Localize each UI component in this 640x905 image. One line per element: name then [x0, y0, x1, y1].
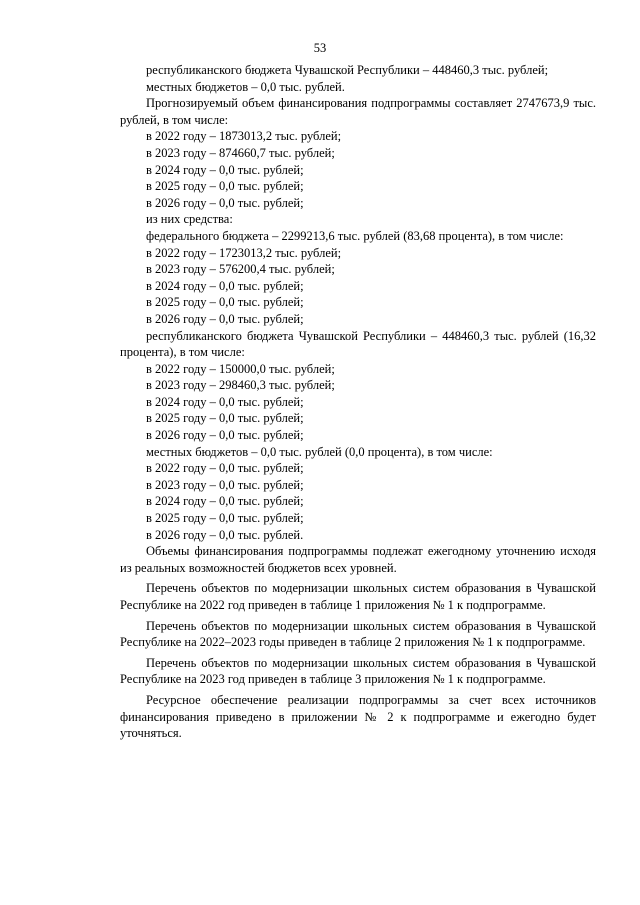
paragraph: в 2023 году – 0,0 тыс. рублей;	[146, 477, 304, 492]
paragraph: местных бюджетов – 0,0 тыс. рублей.	[146, 79, 345, 94]
paragraph: Перечень объектов по модернизации школьных систем образования в Чувашской Республике на 2023 год приведен в таблице 3 приложения № 1 к подпрограмме.	[120, 655, 596, 687]
paragraph: в 2026 году – 0,0 тыс. рублей;	[146, 195, 304, 210]
paragraph: местных бюджетов – 0,0 тыс. рублей (0,0 процента), в том числе:	[146, 444, 493, 459]
paragraph: в 2023 году – 298460,3 тыс. рублей;	[146, 378, 335, 393]
paragraph: Ресурсное обеспечение реализации подпрограммы за счет всех источников финансирования приведено в приложении № 2 к подпрограмме и ежегодно будет уточняться.	[120, 692, 596, 741]
paragraph: в 2024 году – 0,0 тыс. рублей;	[146, 162, 304, 177]
page-number: 53	[313, 41, 327, 55]
paragraph: в 2024 году – 0,0 тыс. рублей;	[146, 278, 304, 293]
paragraph: в 2025 году – 0,0 тыс. рублей;	[146, 511, 304, 526]
paragraph: в 2026 году – 0,0 тыс. рублей;	[146, 428, 304, 443]
paragraph: Перечень объектов по модернизации школьных систем образования в Чувашской Республике на 2022–2023 годы приведен в таблице 2 приложения № 1 к подпрограмме.	[120, 618, 596, 650]
paragraph: республиканского бюджета Чувашской Республики – 448460,3 тыс. рублей (16,32 процента), в том числе:	[120, 328, 596, 360]
paragraph: в 2023 году – 576200,4 тыс. рублей;	[146, 262, 335, 277]
paragraph: в 2022 году – 1873013,2 тыс. рублей;	[146, 129, 342, 144]
paragraph: Прогнозируемый объем финансирования подпрограммы составляет 2747673,9 тыс. рублей, в том числе:	[120, 96, 596, 127]
paragraph: в 2023 году – 874660,7 тыс. рублей;	[146, 145, 335, 160]
paragraph: в 2022 году – 0,0 тыс. рублей;	[146, 461, 304, 476]
paragraph: Объемы финансирования подпрограммы подлежат ежегодному уточнению исходя из реальных возможностей бюджетов всех уровней.	[120, 544, 596, 575]
paragraph: в 2026 году – 0,0 тыс. рублей.	[146, 527, 304, 542]
paragraph: в 2025 году – 0,0 тыс. рублей;	[146, 295, 304, 310]
paragraph: в 2022 году – 150000,0 тыс. рублей;	[146, 361, 335, 376]
paragraph: республиканского бюджета Чувашской Республики – 448460,3 тыс. рублей;	[146, 63, 549, 77]
document-body	[120, 62, 596, 742]
paragraph: в 2026 году – 0,0 тыс. рублей;	[146, 311, 304, 326]
paragraph: из них средства:	[146, 212, 233, 227]
paragraph: Перечень объектов по модернизации школьных систем образования в Чувашской Республике на 2022 год приведен в таблице 1 приложения № 1 к подпрограмме.	[120, 581, 596, 612]
paragraph: в 2024 году – 0,0 тыс. рублей;	[146, 494, 304, 509]
paragraph: в 2025 году – 0,0 тыс. рублей;	[146, 411, 304, 426]
paragraph: в 2024 году – 0,0 тыс. рублей;	[146, 394, 304, 409]
paragraph: федерального бюджета – 2299213,6 тыс. рублей (83,68 процента), в том числе:	[146, 228, 564, 243]
paragraph: в 2022 году – 1723013,2 тыс. рублей;	[146, 245, 342, 260]
paragraph: в 2025 году – 0,0 тыс. рублей;	[146, 179, 304, 194]
